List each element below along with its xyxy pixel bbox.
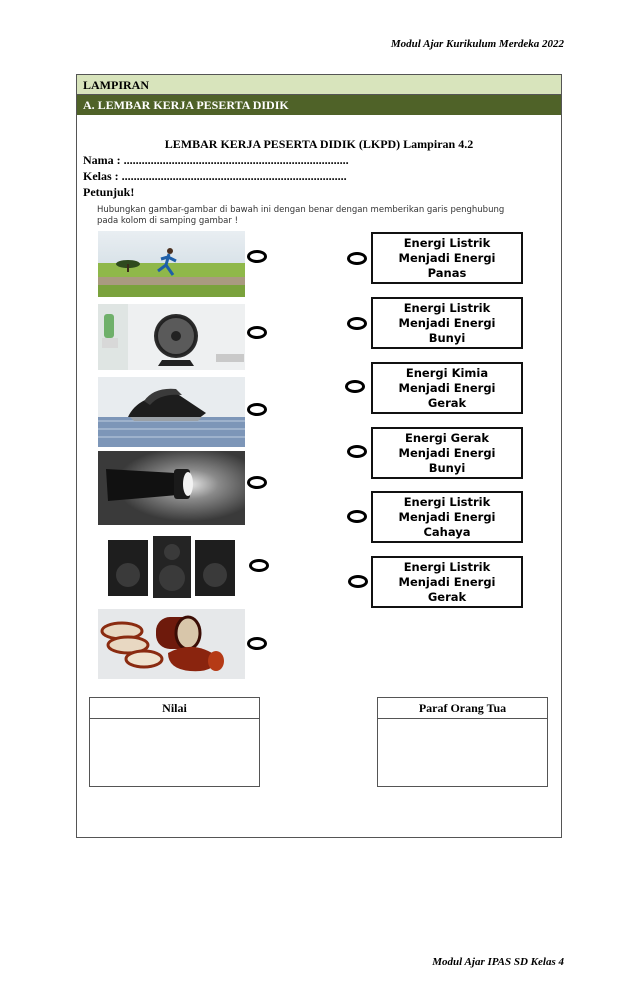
nilai-box[interactable] [89, 697, 260, 787]
flashlight-photo [98, 451, 245, 525]
energy-box-line1: Energi Listrik [403, 300, 491, 315]
nilai-label: Nilai [90, 698, 259, 719]
energy-box-line1: Energi Listrik [403, 559, 491, 574]
right-connector-ring-1[interactable] [347, 252, 367, 265]
section-bar: LAMPIRAN [77, 75, 561, 95]
desk-fan-photo [98, 304, 245, 370]
left-connector-ring-6[interactable] [247, 637, 267, 650]
paraf-label: Paraf Orang Tua [378, 698, 547, 719]
petunjuk-label: Petunjuk! [83, 185, 135, 199]
instruction-text: Hubungkan gambar-gambar di bawah ini dengan benar dengan memberikan garis penghubung pada kolom di samping gambar ! [97, 205, 505, 226]
energy-box-4 [371, 427, 523, 479]
energy-box-3 [371, 362, 523, 414]
energy-box-5 [371, 491, 523, 543]
energy-box-line2: Menjadi Energi [398, 509, 496, 524]
nama-field: Nama : ........................................................................... [83, 153, 349, 167]
energy-box-line2: Menjadi Energi [398, 250, 496, 265]
energy-box-line3: Panas [427, 265, 467, 280]
left-connector-ring-4[interactable] [247, 476, 267, 489]
right-connector-ring-3[interactable] [345, 380, 365, 393]
energy-box-1 [371, 232, 523, 284]
energy-box-line3: Bunyi [428, 460, 466, 475]
left-connector-ring-1[interactable] [247, 250, 267, 263]
kelas-field: Kelas : ........................................................................... [83, 169, 347, 183]
energy-box-line1: Energi Kimia [405, 365, 489, 380]
clothes-iron-photo [98, 377, 245, 447]
energy-box-line1: Energi Gerak [404, 430, 489, 445]
appendix-frame [76, 74, 562, 838]
right-connector-ring-6[interactable] [348, 575, 368, 588]
energy-box-line1: Energi Listrik [403, 494, 491, 509]
energy-box-line3: Bunyi [428, 330, 466, 345]
speakers-photo [98, 530, 245, 604]
subsection-bar: A. LEMBAR KERJA PESERTA DIDIK [77, 95, 561, 115]
left-connector-ring-3[interactable] [247, 403, 267, 416]
running-person-photo [98, 231, 245, 297]
energy-box-line2: Menjadi Energi [398, 380, 496, 395]
right-connector-ring-4[interactable] [347, 445, 367, 458]
page-header: Modul Ajar Kurikulum Merdeka 2022 [390, 38, 564, 50]
energy-box-6 [371, 556, 523, 608]
drums-photo [98, 609, 245, 679]
energy-box-line2: Menjadi Energi [398, 315, 496, 330]
right-connector-ring-5[interactable] [347, 510, 367, 523]
energy-box-line3: Gerak [427, 589, 467, 604]
energy-box-line3: Cahaya [423, 524, 471, 539]
worksheet-title: LEMBAR KERJA PESERTA DIDIK (LKPD) Lampiran 4.2 [164, 137, 474, 151]
left-connector-ring-5[interactable] [249, 559, 269, 572]
energy-box-line1: Energi Listrik [403, 235, 491, 250]
right-connector-ring-2[interactable] [347, 317, 367, 330]
left-connector-ring-2[interactable] [247, 326, 267, 339]
energy-box-2 [371, 297, 523, 349]
energy-box-line2: Menjadi Energi [398, 574, 496, 589]
energy-box-line2: Menjadi Energi [398, 445, 496, 460]
paraf-box[interactable] [377, 697, 548, 787]
energy-box-line3: Gerak [427, 395, 467, 410]
page-footer: Modul Ajar IPAS SD Kelas 4 [432, 956, 564, 968]
